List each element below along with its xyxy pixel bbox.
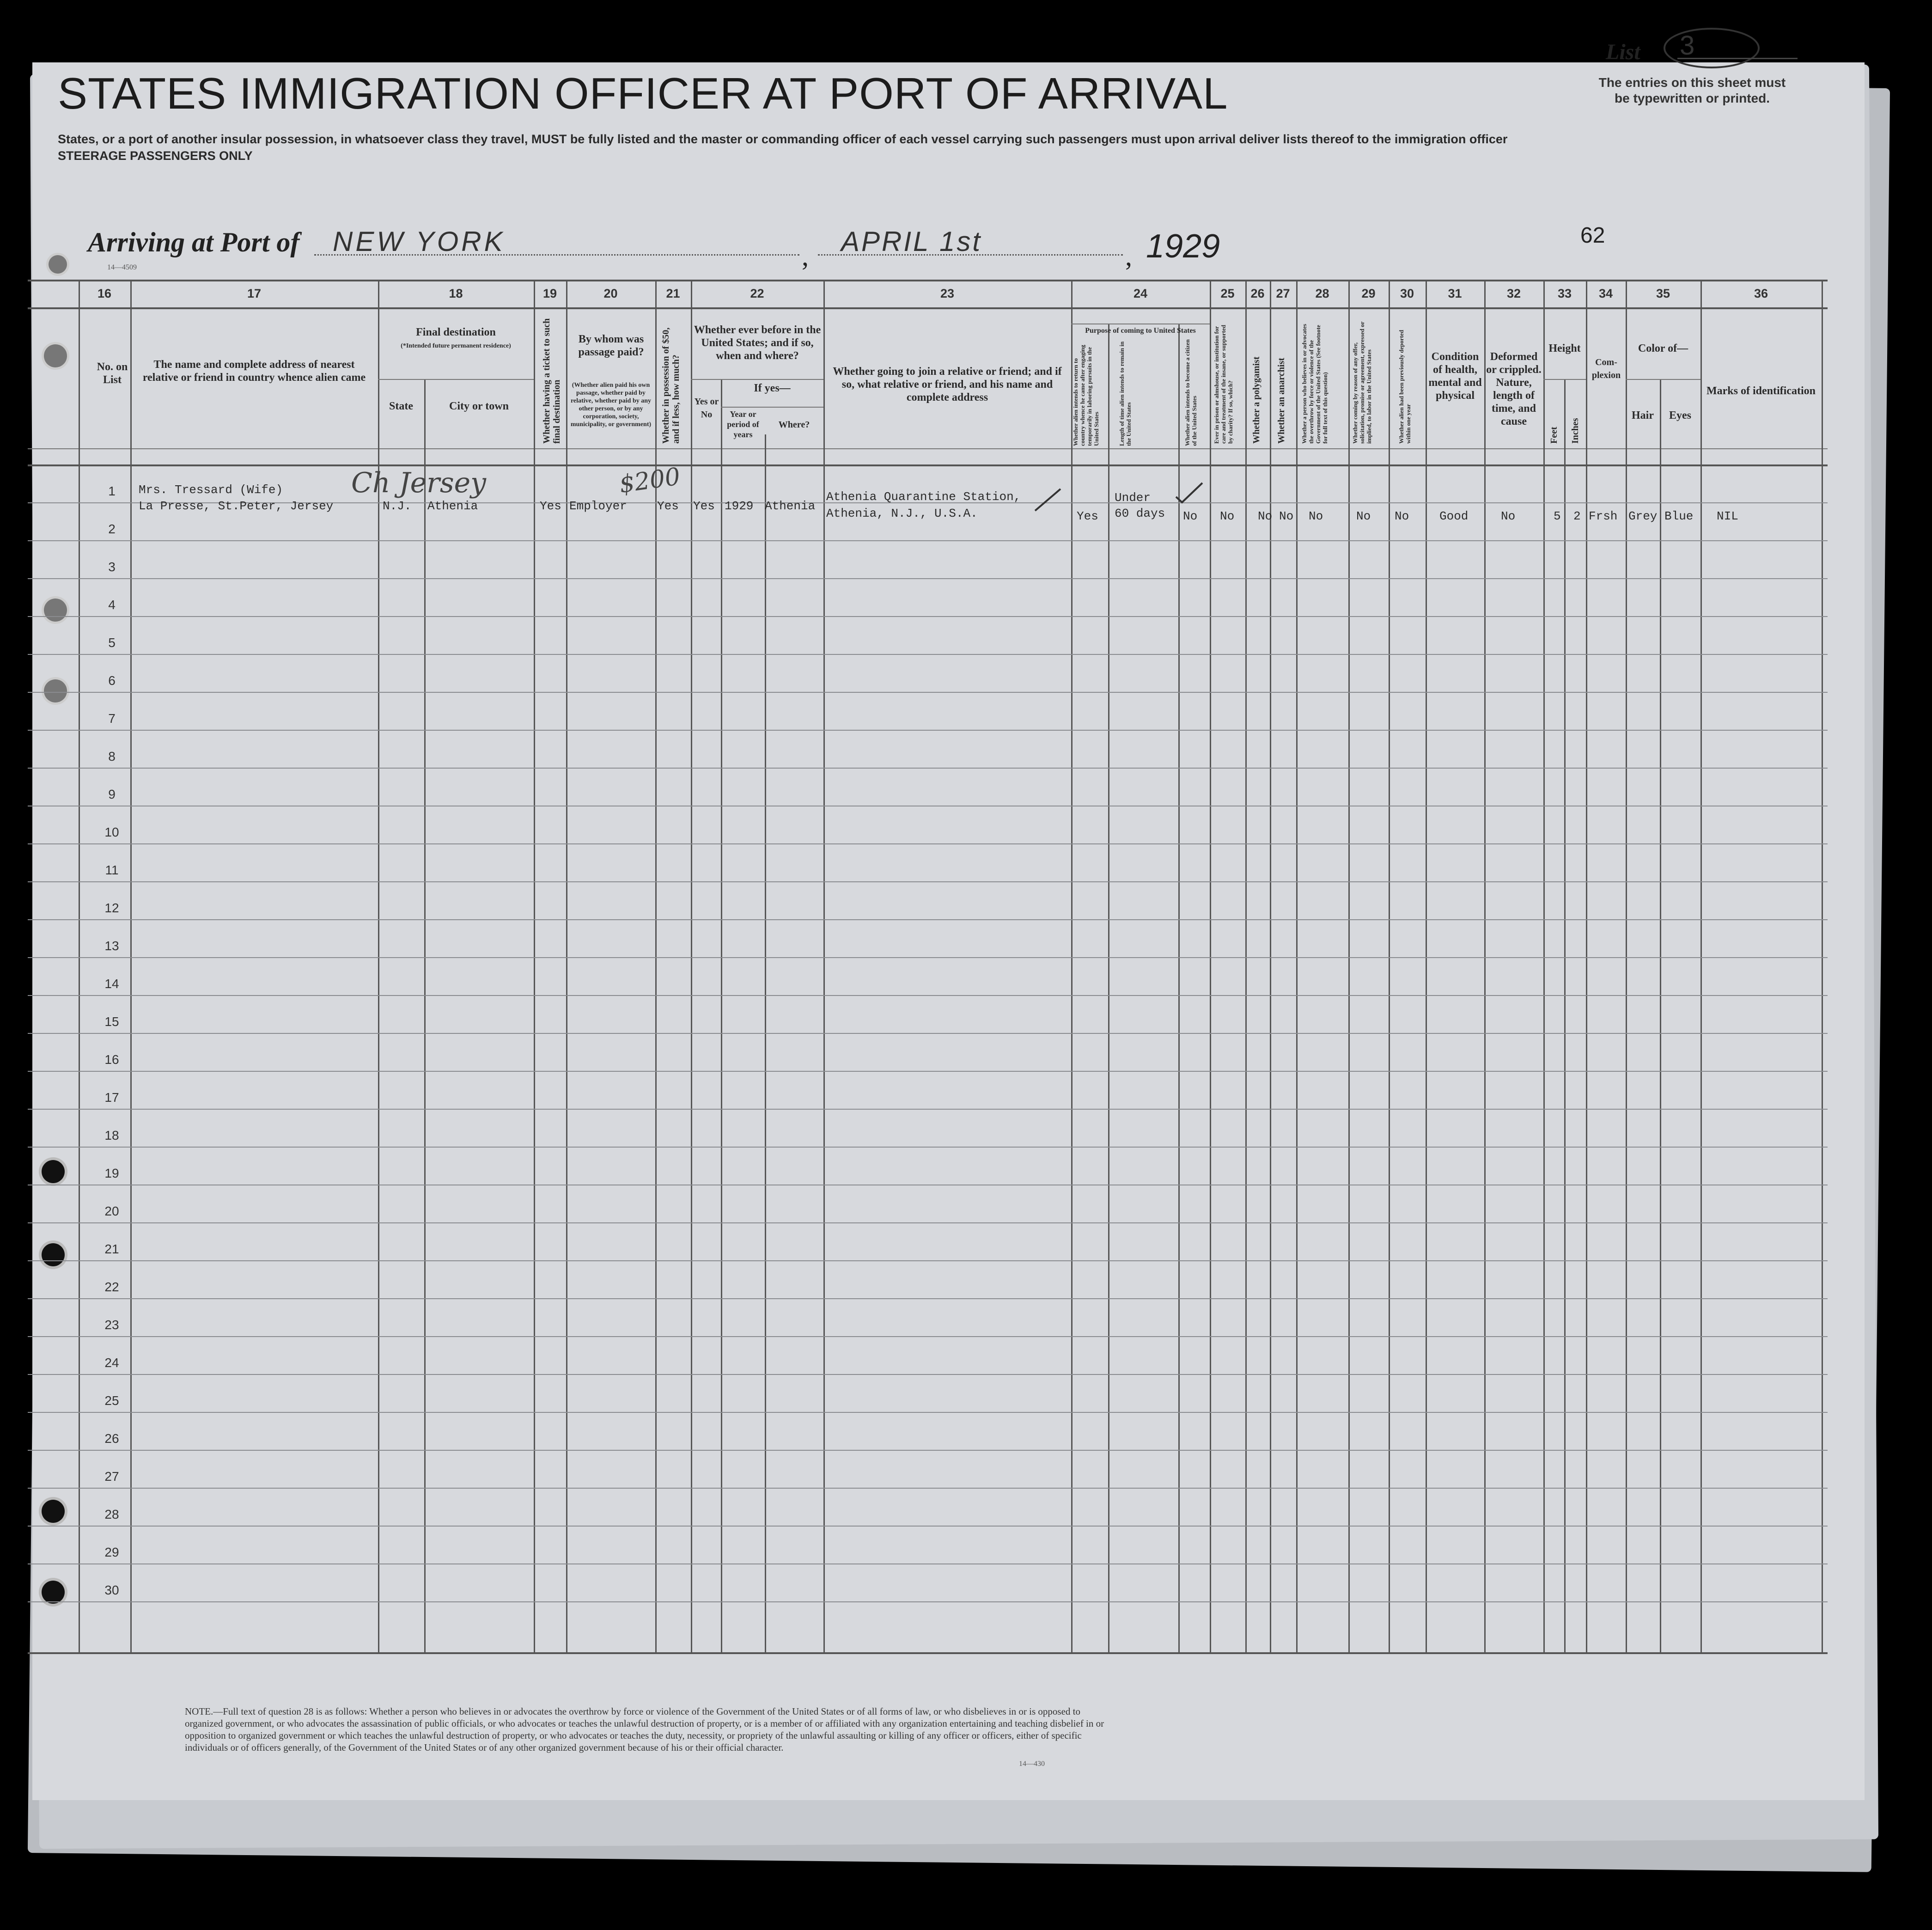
list-number-oval [1664,28,1760,68]
column-number: 31 [1448,287,1462,300]
entry-ticket: Yes [540,499,561,513]
column-number: 16 [97,287,112,300]
column-number: 24 [1133,287,1148,300]
entries-note-line: be typewritten or printed. [1614,91,1770,105]
col-line [1626,280,1627,1652]
heading-passage-paid-note: (Whether alien paid his own passage, whether paid by relative, whether paid by any other person, or by any corporation, society, municipality, or government) [570,382,652,428]
col-line [721,379,722,1652]
heading-ticket: Whether having a ticket to such final destination [542,318,562,444]
page-number: 62 [1580,223,1605,248]
row-number: 4 [108,598,116,612]
row-number: 25 [104,1393,119,1408]
row-number: 2 [108,522,116,536]
entry-condition: Good [1439,509,1469,523]
row-number: 27 [104,1469,119,1484]
table-bottom-border [28,1652,1828,1654]
column-number: 20 [603,287,618,300]
row-number: 15 [104,1014,119,1029]
header-bottom-border [28,464,1828,466]
row-number: 3 [108,560,116,574]
heading-purpose: Purpose of coming to United States [1085,327,1196,335]
sub-rule [1626,379,1700,380]
heading-yes-or-no: Yes or No [694,397,719,420]
punch-hole [44,344,67,367]
column-number: 25 [1220,287,1235,300]
entry-city: Athenia [427,499,478,513]
entry-relative-line1: Mrs. Tressard (Wife) [139,483,283,497]
row-rule [28,730,1828,731]
row-rule [28,1412,1828,1413]
row-number: 6 [108,673,116,688]
heading-purpose-citizen: Whether alien intends to become a citizen of the United States [1184,339,1198,446]
row-number: 7 [108,711,116,726]
heading-inches: Inches [1570,418,1580,444]
comma: , [802,241,809,271]
row-rule [28,1071,1828,1072]
heading-where: Where? [778,420,810,430]
entry-overthrow: No [1309,509,1323,523]
check-mark [1174,478,1206,506]
row-number: 8 [108,749,116,763]
row-number: 19 [104,1166,119,1180]
entry-deported: No [1395,509,1409,523]
check-mark [1033,485,1065,513]
column-number: 35 [1656,287,1670,300]
row-number: 23 [104,1318,119,1332]
row-number: 1 [108,484,116,498]
row-rule [28,1033,1828,1034]
entry-anarchist: No [1279,509,1294,523]
heading-state: State [389,400,413,412]
heading-labor-offer: Whether coming by reason of any offer, solicitation, promise or agreement, expressed or implied, to labor in the United States [1352,321,1372,444]
heading-anarchist: Whether an anarchist [1276,358,1286,444]
column-number: 19 [542,287,557,300]
punch-hole [42,1243,65,1266]
manifest-sheet [32,62,1865,1800]
list-label: List [1606,40,1640,64]
col-line [566,280,567,1652]
col-line [1543,280,1545,1652]
footnote-text: NOTE.—Full text of question 28 is as follows: Whether a person who believes in or advocates the overthrow by force or violence of the Government of the United States or of all forms of law, or who disbelieves in or is opposed to organized government, or who advocates the assassination of public officials, or who advocates or teaches the unlawful destruction of property, or is a member of or affiliated with any organization entertaining and teaching disbelief in or opposition to organized government or which teaches the unlawful destruction of property, or who advocates or teaches the duty, necessity, or propriety of the unlawful assaulting or killing of any officer or officers, either of specific individuals or of officers generally, of the Government of the United States or of any other organized government because of his or their official character. [185,1706,1104,1753]
row-rule [28,919,1828,920]
row-number: 29 [104,1545,119,1559]
col-line [130,280,132,1652]
footnote-form-number: 14—430 [1019,1760,1045,1768]
heading-prison: Ever in prison or almshouse, or institution for care and treatment of the insane, or supported by charity? If so, which? [1213,324,1234,444]
col-line [1108,324,1109,1652]
passenger-class: STEERAGE PASSENGERS ONLY [58,149,253,163]
heading-no-on-list: No. on List [97,361,128,386]
column-number: 33 [1557,287,1572,300]
heading-condition: Condition of health, mental and physical [1428,351,1482,402]
date-value: APRIL 1st [841,226,982,257]
row-rule [28,1222,1828,1223]
row-rule [28,768,1828,769]
punch-hole [49,255,67,274]
heading-joining: Whether going to join a relative or friend; and if so, what relative or friend, and his name and complete address [833,366,1062,403]
heading-purpose-length: Length of time alien intends to remain in the United States [1118,341,1132,446]
heading-marks: Marks of identification [1706,385,1816,397]
entry-prison: No [1220,509,1235,523]
col-line [424,379,426,1652]
entries-note [1567,75,1817,106]
heading-complexion: Com-plexion [1591,357,1621,380]
col-line [691,280,692,1652]
col-line [1389,280,1390,1652]
punch-hole [44,599,67,622]
row-number: 13 [104,939,119,953]
row-number: 12 [104,901,119,915]
col-line [1586,280,1587,1652]
row-rule [28,1488,1828,1489]
heading-height: Height [1548,342,1581,354]
header-rule [28,448,1828,449]
col-line [79,280,80,1652]
entry-labor-offer: No [1356,509,1371,523]
row-number: 11 [105,863,119,877]
entry-before-yes-no: Yes [693,499,715,513]
entry-deformed: No [1501,509,1516,523]
form-number: 14—4509 [107,263,137,271]
col-line [1660,379,1661,1652]
row-rule [28,1298,1828,1299]
arriving-label: Arriving at Port of [88,227,300,257]
col-line [1296,280,1298,1652]
row-number: 5 [108,635,116,650]
col-line [1071,280,1073,1652]
entry-polygamist: No [1258,509,1273,523]
row-rule [28,578,1828,579]
heading-final-destination: Final destination [416,326,496,338]
column-number: 28 [1315,287,1329,300]
col-line [1700,280,1702,1652]
entry-length-line2: 60 days [1115,507,1165,520]
row-number: 10 [104,825,119,839]
col-line [1178,324,1180,1652]
heading-eyes: Eyes [1669,409,1691,421]
col-line [534,280,535,1652]
row-rule [28,843,1828,844]
list-number: 3 [1680,31,1695,61]
heading-ever-before: Whether ever before in the United States; and if so, when and where? [694,324,821,362]
column-number: 36 [1754,287,1768,300]
year-value: 1929 [1146,228,1220,265]
row-rule [28,1374,1828,1375]
row-number: 28 [104,1507,119,1521]
handwritten-amount: $200 [617,463,682,499]
sub-rule [691,379,823,380]
row-rule [28,1601,1828,1602]
punch-hole [42,1160,65,1183]
row-rule [28,654,1828,655]
heading-deformed: Deformed or crippled. Nature, length of time, and cause [1486,351,1542,428]
row-number: 16 [104,1052,119,1067]
row-rule [28,1147,1828,1148]
entry-inches: 2 [1573,509,1581,523]
entry-hair: Grey [1628,509,1658,523]
heading-possession-50: Whether in possession of $50, and if less, how much? [661,327,681,444]
heading-color-of: Color of— [1638,342,1688,354]
instruction-text: States, or a port of another insular possession, in whatsoever class they travel, MUST be fully listed and the master or commanding officer of each vessel carrying such passengers must upon arrival deliver lists thereof to the immigration officer [58,132,1508,146]
row-rule [28,1450,1828,1451]
heading-nearest-relative: The name and complete address of nearest relative or friend in country whence alien came [142,359,366,384]
col-line [1426,280,1427,1652]
row-number: 14 [104,977,119,991]
row-rule [28,995,1828,996]
col-line [1822,280,1823,1652]
heading-year-or-period: Year or period of years [727,409,759,439]
heading-hair: Hair [1632,409,1654,421]
row-rule [28,1109,1828,1110]
handwritten-relative-annotation: Ch Jersey [351,467,487,499]
sub-rule [378,379,534,380]
row-rule [28,540,1828,541]
heading-feet: Feet [1549,427,1559,444]
entry-marks: NIL [1717,509,1738,523]
heading-final-destination-note: (*Intended future permanent residence) [401,342,511,349]
entry-before-year: 1929 [725,499,754,513]
page-title: STATES IMMIGRATION OFFICER AT PORT OF ARRIVAL [58,69,1228,118]
row-rule [28,881,1828,882]
heading-overthrow: Whether a person who believes in or advocates the overthrow by force or violence of the Government of the United States (See footnote for full text of this question) [1301,324,1329,444]
row-rule [28,1260,1828,1261]
entry-citizen: No [1183,509,1198,523]
col-line [1245,280,1247,1652]
port-value: NEW YORK [333,226,506,257]
col-line [1348,280,1350,1652]
col-line [1484,280,1486,1652]
column-number: 30 [1400,287,1414,300]
col-line [1564,379,1566,1652]
punch-hole [42,1581,65,1604]
row-rule [28,1526,1828,1527]
row-number: 30 [104,1583,119,1597]
heading-city: City or town [449,400,509,412]
heading-if-yes: If yes— [754,382,791,394]
row-number: 24 [104,1356,119,1370]
heading-purpose-return: Whether alien intends to return to country whence he came after engaging temporarily in laboring pursuits in the United States [1072,345,1100,446]
entry-length-line1: Under [1115,491,1151,505]
table-top-border [28,280,1828,281]
entry-possession: Yes [657,499,679,513]
col-line [1210,280,1211,1652]
heading-deported: Whether alien had been previously deported within one year [1398,330,1412,444]
comma: , [1125,241,1132,271]
list-underline [1677,58,1798,59]
col-line [1270,280,1271,1652]
entry-before-where: Athenia [765,499,816,513]
col-line [823,280,825,1652]
entry-paid-by: Employer [569,499,627,513]
row-number: 22 [104,1280,119,1294]
entry-purpose-return: Yes [1077,509,1098,523]
row-number: 26 [104,1431,119,1446]
punch-hole [44,679,67,702]
col-line [765,434,766,1652]
sub-rule [1543,379,1586,380]
column-number: 17 [247,287,262,300]
entry-feet: 5 [1554,509,1561,523]
entry-relative-line2: La Presse, St.Peter, Jersey [139,499,334,513]
entry-joining-line2: Athenia, N.J., U.S.A. [826,507,978,520]
row-number: 17 [104,1090,119,1105]
column-number: 29 [1361,287,1376,300]
entry-complexion: Frsh [1589,509,1618,523]
row-rule [28,692,1828,693]
column-number-row-border [28,307,1828,309]
heading-polygamist: Whether a polygamist [1251,356,1262,444]
entries-note-line: The entries on this sheet must [1598,75,1786,90]
row-number: 21 [104,1242,119,1256]
row-number: 20 [104,1204,119,1218]
column-number: 26 [1250,287,1265,300]
row-rule [28,1336,1828,1337]
row-number: 18 [104,1128,119,1142]
column-number: 32 [1506,287,1521,300]
heading-passage-paid: By whom was passage paid? [578,333,644,358]
row-rule [28,616,1828,617]
row-rule [28,957,1828,958]
column-number: 18 [449,287,463,300]
entry-eyes: Blue [1664,509,1694,523]
column-number: 21 [666,287,680,300]
column-number: 27 [1276,287,1290,300]
punch-hole [42,1500,65,1523]
entry-joining-line1: Athenia Quarantine Station, [826,490,1021,504]
sub-rule [721,407,823,408]
column-number: 34 [1598,287,1613,300]
column-number: 22 [750,287,764,300]
row-number: 9 [108,787,116,801]
entry-state: N.J. [383,499,412,513]
column-number: 23 [940,287,955,300]
